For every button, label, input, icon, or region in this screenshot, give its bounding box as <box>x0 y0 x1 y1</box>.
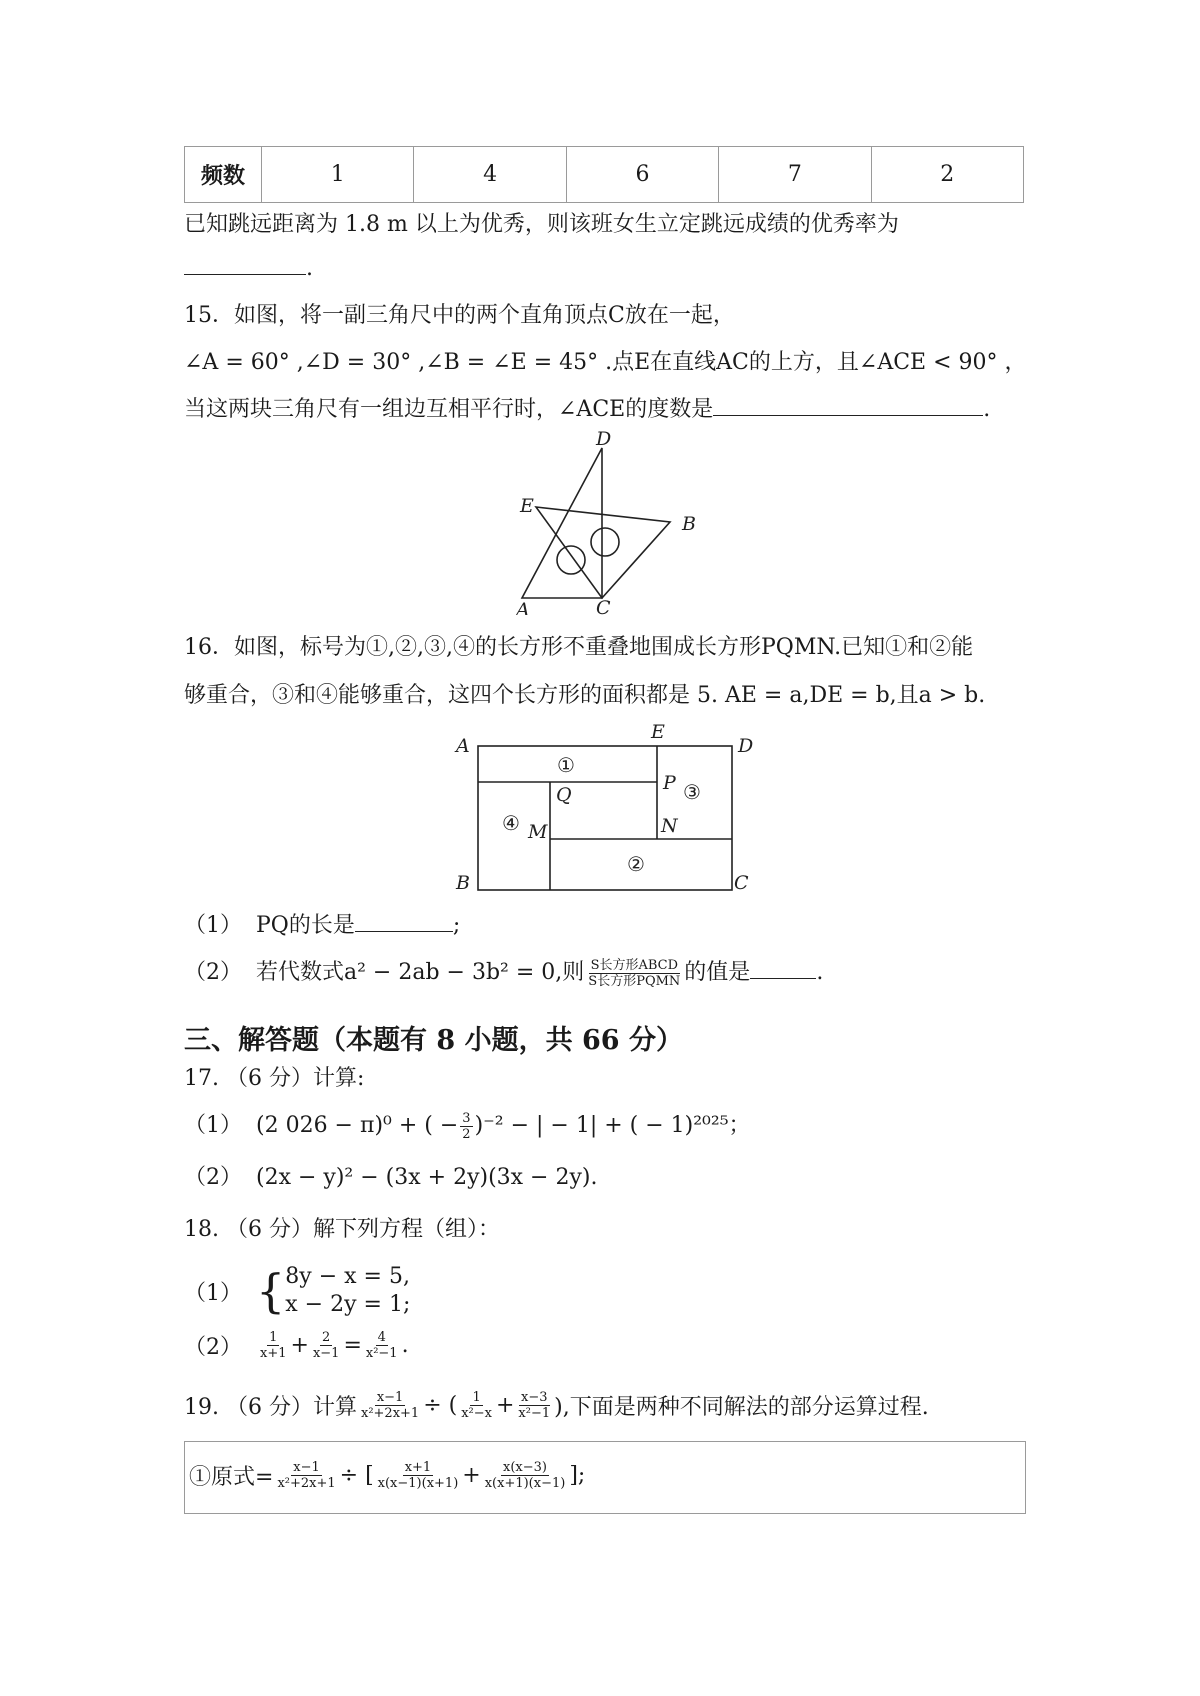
circle-hole <box>557 546 585 574</box>
rect-label-1: ① <box>557 753 575 777</box>
frequency-table <box>184 146 1024 203</box>
set-squares-figure <box>500 430 720 615</box>
answer-blank <box>184 273 306 275</box>
period: . <box>401 1333 409 1358</box>
part-number: （2） <box>184 1335 242 1360</box>
label-b: B <box>456 872 470 893</box>
fraction-numerator: 3 <box>462 1110 471 1126</box>
fraction-numerator: x−1 <box>293 1460 320 1475</box>
fraction <box>364 1330 400 1361</box>
q19-tail-text: ),下面是两种不同解法的部分运算过程. <box>554 1395 929 1420</box>
triangle-ecb <box>536 507 670 598</box>
q18-part1 <box>184 1263 410 1319</box>
label-a: A <box>456 735 470 757</box>
fraction-numerator: 1 <box>269 1330 278 1345</box>
q17-part1 <box>184 1108 751 1142</box>
label-e: E <box>520 495 534 517</box>
fraction-denominator: x²+2x+1 <box>360 1406 420 1421</box>
q14-text: 已知跳远距离为 1.8 m 以上为优秀，则该班女生立定跳远成绩的优秀率为 <box>184 212 899 237</box>
answer-blank <box>713 414 983 416</box>
fraction-numerator: 4 <box>377 1330 386 1345</box>
solution-box <box>184 1441 1026 1514</box>
q15-line2: ∠A = 60° ,∠D = 30° ,∠B = ∠E = 45° .点E在直线AC的上方，且∠ACE < 90° ， <box>184 350 1027 375</box>
label-d: D <box>596 430 612 450</box>
q16-part2-text: 若代数式a² − 2ab − 3b² = 0,则 <box>256 960 585 985</box>
rect-label-2: ② <box>627 852 645 876</box>
q16-part1-end: ; <box>452 913 461 938</box>
fraction-numerator: x−3 <box>521 1390 548 1405</box>
fraction-denominator: x²−1 <box>518 1406 551 1421</box>
q17-part1-expr-b: )⁻² − | − 1| + ( − 1)²⁰²⁵； <box>474 1113 751 1138</box>
fraction-denominator: x+1 <box>260 1346 287 1361</box>
answer-blank <box>750 977 816 979</box>
fraction-numerator: 1 <box>472 1390 481 1405</box>
q16-line1: 16．如图，标号为①,②,③,④的长方形不重叠地围成长方形PQMN.已知①和②能 <box>184 635 974 660</box>
part-number: （2） <box>184 1165 242 1190</box>
section-heading: 三、解答题（本题有 8 小题，共 66 分） <box>184 1025 683 1056</box>
label-c: C <box>596 597 611 615</box>
q15-period: . <box>983 397 991 422</box>
circle-hole <box>591 528 619 556</box>
solution-tail: ]; <box>569 1463 586 1488</box>
fraction-denominator: S长方形PQMN <box>588 973 681 989</box>
q17-part2-expr: (2x − y)² − (3x + 2y)(3x − 2y). <box>256 1165 598 1190</box>
label-a: A <box>516 599 530 615</box>
fraction-denominator: x−1 <box>312 1346 340 1361</box>
q14-period: . <box>306 256 313 281</box>
q16-part2-end: . <box>816 960 824 985</box>
label-d: D <box>738 735 754 757</box>
table-cell: 6 <box>566 147 718 203</box>
solution-line <box>189 1460 585 1491</box>
q17-head: 17. （6 分）计算: <box>184 1066 365 1091</box>
operator: + <box>495 1393 515 1418</box>
operator: + <box>290 1333 309 1358</box>
table-row <box>185 147 1024 203</box>
label-c: C <box>734 872 749 893</box>
q16-line2: 够重合，③和④能够重合，这四个长方形的面积都是 5. AE = a,DE = b,且a > b. <box>184 683 986 708</box>
q15-line1: 15．如图，将一副三角尺中的两个直角顶点C放在一起， <box>184 303 735 328</box>
q16-part1 <box>184 908 460 939</box>
brace-icon: { <box>256 1264 286 1318</box>
fraction <box>460 1111 472 1142</box>
fraction-numerator: x+1 <box>404 1460 432 1475</box>
fraction <box>459 1390 494 1421</box>
fraction-denominator: x(x+1)(x−1) <box>484 1476 566 1491</box>
q17-part2 <box>184 1160 597 1191</box>
q15-line3 <box>184 392 990 423</box>
label-e: E <box>651 721 665 743</box>
label-n: N <box>661 815 678 837</box>
q18-part2 <box>184 1330 409 1361</box>
q19-head-text: 19. （6 分）计算 <box>184 1395 357 1420</box>
part-number: （2） <box>184 960 242 985</box>
q17-part1-expr-a: (2 026 − π)⁰ + ( − <box>256 1113 459 1138</box>
fraction-numerator: x−1 <box>376 1390 404 1405</box>
fraction <box>275 1460 337 1491</box>
fraction-denominator: 2 <box>462 1126 471 1142</box>
q16-part2-after: 的值是 <box>684 960 751 985</box>
operator: ÷ [ <box>339 1463 374 1488</box>
table-cell: 7 <box>719 147 871 203</box>
table-cell: 4 <box>414 147 566 203</box>
rect-label-4: ④ <box>502 811 520 835</box>
fraction-numerator: S长方形ABCD <box>590 957 679 973</box>
area-ratio-fraction <box>586 958 682 989</box>
part-number: （1） <box>184 1113 242 1138</box>
operator: ÷ ( <box>423 1393 458 1418</box>
rect-label-3: ③ <box>683 780 701 804</box>
q16-part2 <box>184 955 823 989</box>
label-b: B <box>682 513 696 535</box>
operator: + <box>462 1463 481 1488</box>
fraction <box>258 1330 289 1361</box>
operator: = <box>343 1333 362 1358</box>
fraction-numerator: x(x−3) <box>503 1460 547 1475</box>
table-cell: 1 <box>262 147 414 203</box>
label-m: M <box>528 821 548 843</box>
answer-blank <box>355 930 453 932</box>
fraction <box>359 1390 421 1421</box>
rectangles-figure <box>452 718 762 893</box>
q18-head: 18. （6 分）解下列方程（组）： <box>184 1217 500 1242</box>
fraction-denominator: x(x−1)(x+1) <box>377 1476 459 1491</box>
fraction <box>516 1390 552 1421</box>
part-number: （1） <box>184 913 242 938</box>
fraction <box>311 1330 342 1361</box>
q15-line3-text: 当这两块三角尺有一组边互相平行时，∠ACE的度数是 <box>184 397 714 422</box>
fraction-numerator: 2 <box>322 1330 331 1345</box>
q16-part1-text: PQ的长是 <box>256 913 355 938</box>
fraction <box>376 1460 461 1491</box>
q19-head <box>184 1390 929 1421</box>
fraction-denominator: x²−1 <box>365 1346 398 1361</box>
fraction <box>483 1460 568 1491</box>
part-number: （1） <box>184 1280 242 1306</box>
label-q: Q <box>556 784 572 806</box>
table-header-cell: 频数 <box>185 147 262 203</box>
label-p: P <box>663 772 676 794</box>
fraction-denominator: x²−x <box>461 1406 492 1421</box>
table-cell: 2 <box>871 147 1023 203</box>
equation: 8y − x = 5, <box>285 1264 410 1289</box>
triangle-acd <box>522 448 602 598</box>
fraction-denominator: x²+2x+1 <box>277 1476 336 1491</box>
equation-system <box>285 1263 410 1319</box>
solution-lead: ①原式= <box>189 1465 274 1490</box>
equation: x − 2y = 1; <box>285 1292 411 1317</box>
q14-answer-line <box>184 256 313 281</box>
